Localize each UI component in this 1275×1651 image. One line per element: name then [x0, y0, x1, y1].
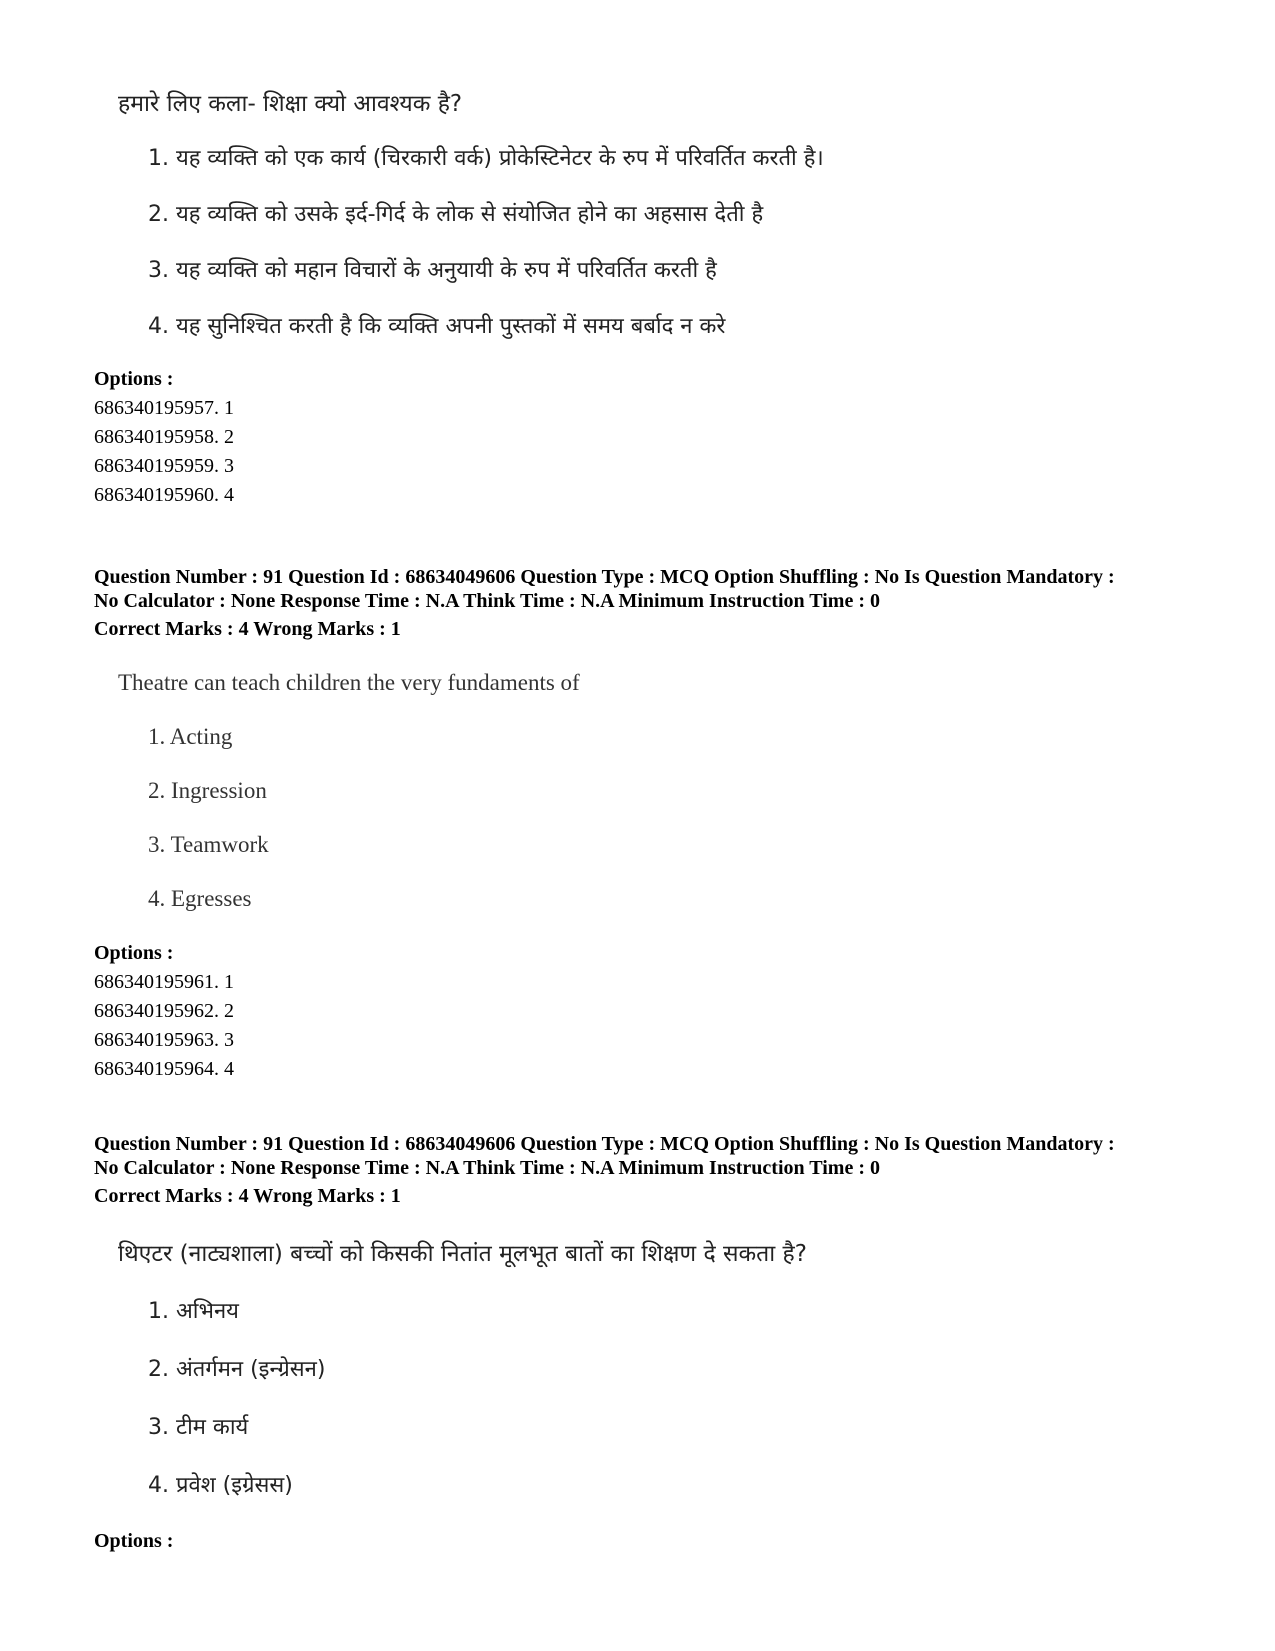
question-meta: No Calculator : None Response Time : N.A Think Time : N.A Minimum Instruction Time : 0	[94, 590, 880, 612]
option-id: 686340195962. 2	[94, 1000, 234, 1022]
question-text: Theatre can teach children the very fundaments of	[118, 670, 580, 695]
question-meta: Question Number : 91 Question Id : 68634049606 Question Type : MCQ Option Shuffling : No Is Question Mandatory :	[94, 1133, 1115, 1155]
options-label: Options :	[94, 942, 174, 964]
option-id: 686340195960. 4	[94, 484, 234, 506]
option-id: 686340195963. 3	[94, 1029, 234, 1051]
choice-4: 4. प्रवेश (इग्रेसस)	[148, 1473, 293, 1498]
option-id: 686340195958. 2	[94, 426, 234, 448]
question-text: थिएटर (नाट्यशाला) बच्चों को किसकी नितांत मूलभूत बातों का शिक्षण दे सकता है?	[118, 1241, 807, 1267]
choice-1: 1. यह व्यक्ति को एक कार्य (चिरकारी वर्क) प्रोकेस्टिनेटर के रुप में परिवर्तित करती है।	[148, 146, 824, 171]
question-marks: Correct Marks : 4 Wrong Marks : 1	[94, 1185, 401, 1207]
choice-3: 3. Teamwork	[148, 832, 269, 857]
choice-2: 2. Ingression	[148, 778, 267, 803]
option-id: 686340195959. 3	[94, 455, 234, 477]
question-marks: Correct Marks : 4 Wrong Marks : 1	[94, 618, 401, 640]
choice-3: 3. टीम कार्य	[148, 1415, 249, 1440]
option-id: 686340195957. 1	[94, 397, 234, 419]
option-id: 686340195961. 1	[94, 971, 234, 993]
option-id: 686340195964. 4	[94, 1058, 234, 1080]
options-label: Options :	[94, 1530, 174, 1552]
choice-4: 4. यह सुनिश्चित करती है कि व्यक्ति अपनी पुस्तकों में समय बर्बाद न करे	[148, 314, 726, 339]
choice-1: 1. Acting	[148, 724, 233, 749]
choice-2: 2. अंतर्गमन (इन्ग्रेसन)	[148, 1357, 326, 1382]
question-text: हमारे लिए कला- शिक्षा क्यो आवश्यक है?	[118, 91, 463, 117]
choice-3: 3. यह व्यक्ति को महान विचारों के अनुयायी के रुप में परिवर्तित करती है	[148, 258, 717, 283]
choice-1: 1. अभिनय	[148, 1299, 239, 1324]
question-meta: No Calculator : None Response Time : N.A Think Time : N.A Minimum Instruction Time : 0	[94, 1157, 880, 1179]
choice-4: 4. Egresses	[148, 886, 252, 911]
choice-2: 2. यह व्यक्ति को उसके इर्द-गिर्द के लोक से संयोजित होने का अहसास देती है	[148, 202, 764, 227]
question-meta: Question Number : 91 Question Id : 68634049606 Question Type : MCQ Option Shuffling : No Is Question Mandatory :	[94, 566, 1115, 588]
options-label: Options :	[94, 368, 174, 390]
